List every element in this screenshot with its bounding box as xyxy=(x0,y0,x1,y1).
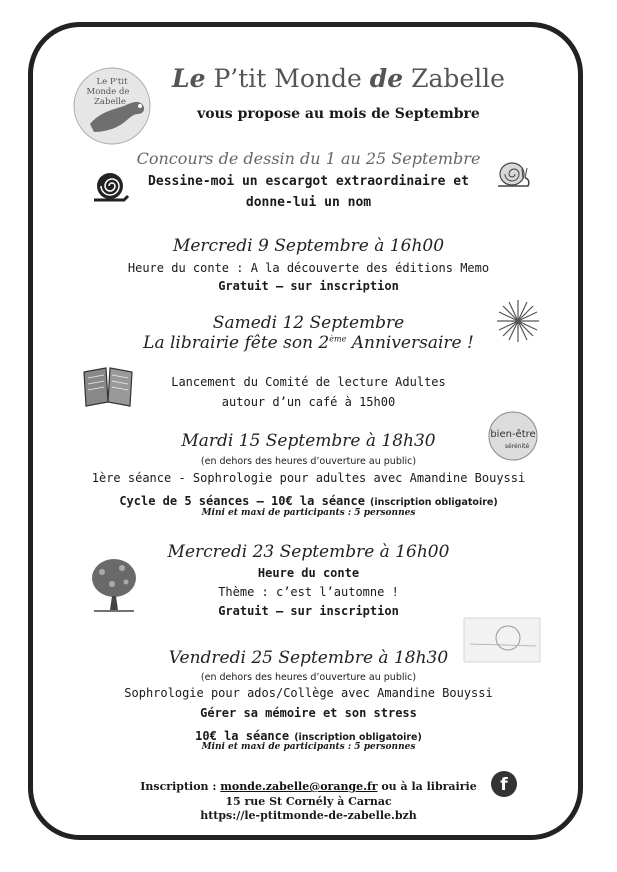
contest-line1: Dessine-moi un escargot extraordinaire et xyxy=(148,174,469,189)
event2-heading: Samedi 12 Septembre xyxy=(212,313,405,333)
event2-line1: Lancement du Comité de lecture Adultes xyxy=(171,375,446,389)
contest-heading: Concours de dessin du 1 au 25 Septembre xyxy=(136,149,481,168)
badge-text-2: sérénité xyxy=(504,443,530,450)
footer-inscription-label: Inscription : xyxy=(140,780,221,793)
event5-line4-main: 10€ la séance xyxy=(195,729,290,743)
email-link[interactable]: monde.zabelle@orange.fr xyxy=(220,780,378,793)
event3-line3-main: Cycle de 5 séances – 10€ la séance xyxy=(119,494,365,508)
footer-url[interactable]: https://le-ptitmonde-de-zabelle.bzh xyxy=(200,809,417,822)
facebook-icon[interactable]: f xyxy=(491,771,517,797)
title-end: Zabelle xyxy=(411,64,505,93)
logo-text-line3: Zabelle xyxy=(94,97,126,107)
event2-line2: autour d’un café à 15h00 xyxy=(221,395,396,409)
event2-sub-post: Anniversaire ! xyxy=(346,333,474,353)
title-le: Le xyxy=(172,64,206,93)
event5-line1: (en dehors des heures d’ouverture au public) xyxy=(200,672,417,683)
title-main: P’tit Monde xyxy=(213,64,362,93)
wellbeing-badge-icon xyxy=(487,410,539,462)
contest-line2: donne-lui un nom xyxy=(245,195,372,210)
snail-icon xyxy=(492,152,534,192)
event3-line1: (en dehors des heures d’ouverture au public) xyxy=(200,456,417,467)
event5-line5: Mini et maxi de participants : 5 personnes xyxy=(201,742,416,752)
page-subtitle: vous propose au mois de Septembre xyxy=(197,106,480,122)
event5-line3: Gérer sa mémoire et son stress xyxy=(200,706,417,720)
open-book-icon xyxy=(80,364,136,408)
event4-line2: Thème : c’est l’automne ! xyxy=(218,585,399,599)
event4-line3: Gratuit – sur inscription xyxy=(218,604,399,618)
footer-address: 15 rue St Cornély à Carnac xyxy=(225,795,392,808)
badge-text-1: bien-être xyxy=(490,429,536,440)
logo-text-line2: Monde de xyxy=(86,87,130,97)
event5-heading: Vendredi 25 Septembre à 18h30 xyxy=(168,648,449,668)
title-de: de xyxy=(369,64,404,93)
event3-heading: Mardi 15 Septembre à 18h30 xyxy=(181,431,436,451)
event1-line1: Heure du conte : A la découverte des éditions Memo xyxy=(127,261,490,275)
event4-heading: Mercredi 23 Septembre à 16h00 xyxy=(167,542,450,562)
event3-line3 xyxy=(0,490,617,509)
logo-text-line1: Le P'tit xyxy=(96,77,128,87)
event5-line2: Sophrologie pour ados/Collège avec Amandine Bouyssi xyxy=(124,686,493,700)
event1-line2: Gratuit – sur inscription xyxy=(218,279,399,293)
footer-inscription xyxy=(0,780,617,793)
event3-line4: Mini et maxi de participants : 5 personnes xyxy=(201,508,416,518)
event3-line3-small: (inscription obligatoire) xyxy=(370,497,498,508)
event3-line2: 1ère séance - Sophrologie pour adultes avec Amandine Bouyssi xyxy=(91,471,526,485)
event2-sub-sup: ème xyxy=(329,334,347,344)
footer-inscription-post: ou à la librairie xyxy=(377,780,477,793)
event4-line1: Heure du conte xyxy=(257,566,360,580)
snail-drawing-icon xyxy=(90,170,130,206)
event2-sub-pre: La librairie fête son 2 xyxy=(143,333,330,353)
event5-line4-small: (inscription obligatoire) xyxy=(294,732,422,743)
page-title xyxy=(0,64,617,93)
event1-heading: Mercredi 9 Septembre à 16h00 xyxy=(172,236,445,256)
autumn-tree-icon xyxy=(88,556,140,614)
fireworks-icon xyxy=(495,298,541,344)
